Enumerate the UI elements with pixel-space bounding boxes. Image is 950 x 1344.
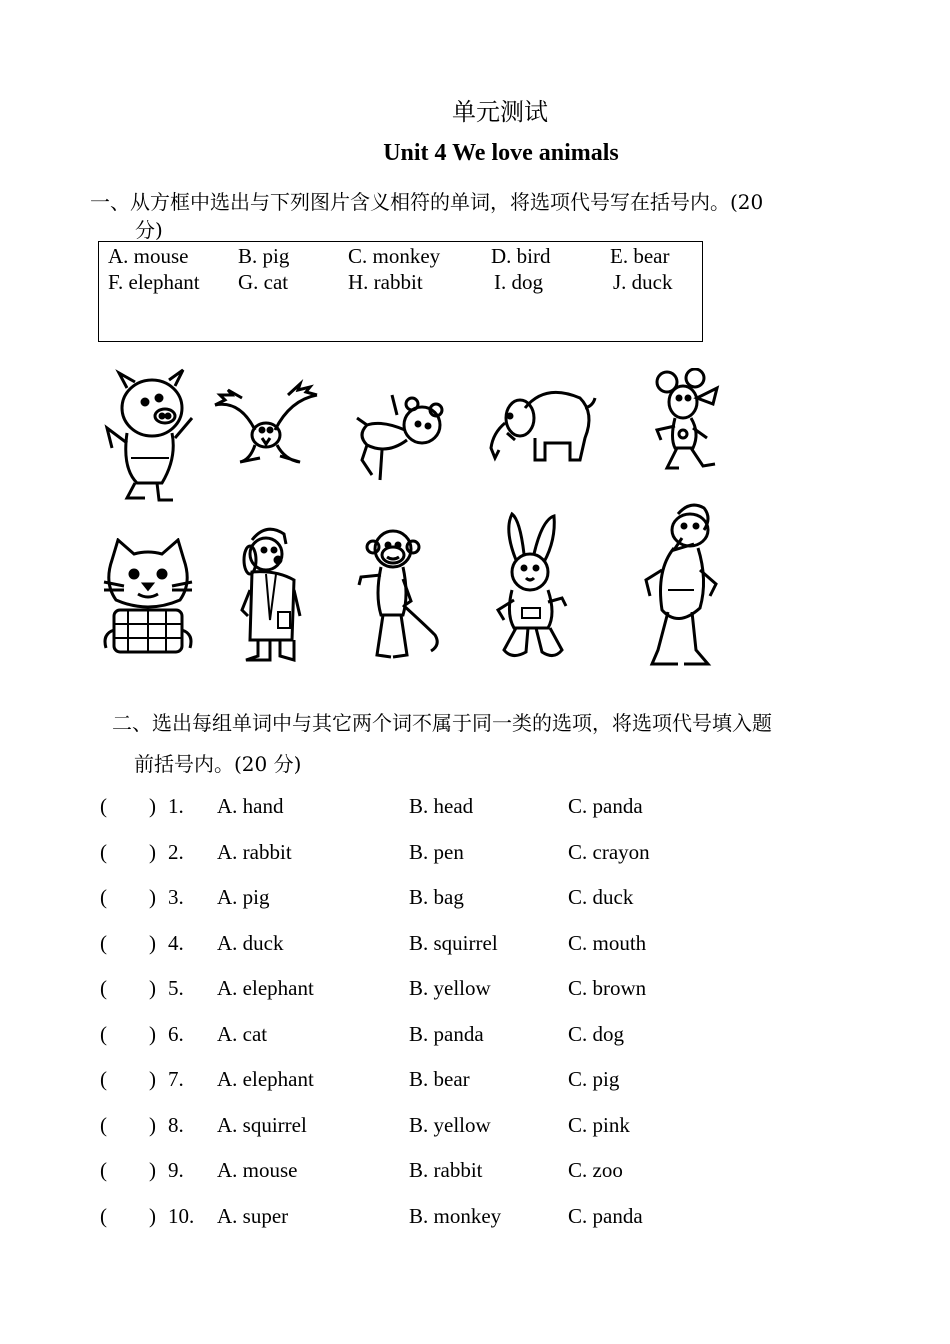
option-dog: I. dog	[494, 270, 543, 294]
bear-picture	[352, 380, 447, 485]
answer-bracket[interactable]: ( )	[100, 931, 156, 955]
option-b: B. head	[409, 794, 474, 818]
word-box	[98, 241, 703, 342]
option-a: A. hand	[217, 794, 284, 818]
option-c: C. mouth	[568, 931, 647, 955]
option-c: C. zoo	[568, 1158, 623, 1182]
answer-bracket[interactable]: ( )	[100, 1022, 156, 1046]
question-number: 9.	[168, 1158, 184, 1182]
option-b: B. monkey	[409, 1204, 502, 1228]
option-a: A. rabbit	[217, 840, 292, 864]
option-bear: E. bear	[610, 244, 670, 268]
question-number: 10.	[168, 1204, 195, 1228]
question-row	[0, 840, 950, 870]
unit-title: Unit 4 We love animals	[383, 140, 619, 166]
answer-bracket[interactable]: ( )	[100, 840, 156, 864]
section1-instruction-cont: 分)	[135, 218, 163, 242]
option-mouse: A. mouse	[108, 244, 189, 268]
elephant-picture	[485, 378, 600, 468]
option-a: A. super	[217, 1204, 289, 1228]
question-number: 1.	[168, 794, 184, 818]
section1-instruction: 一、从方框中选出与下列图片含义相符的单词，将选项代号写在括号内。(20	[90, 190, 764, 214]
option-a: A. elephant	[217, 1067, 314, 1091]
question-number: 2.	[168, 840, 184, 864]
bird-picture	[210, 370, 322, 470]
option-c: C. duck	[568, 885, 634, 909]
answer-bracket[interactable]: ( )	[100, 885, 156, 909]
answer-bracket[interactable]: ( )	[100, 794, 156, 818]
rabbit-picture	[490, 510, 575, 670]
option-b: B. squirrel	[409, 931, 498, 955]
answer-bracket[interactable]: ( )	[100, 976, 156, 1000]
option-rabbit: H. rabbit	[348, 270, 423, 294]
section2-instruction: 二、选出每组单词中与其它两个词不属于同一类的选项，将选项代号填入题	[112, 711, 772, 735]
question-number: 7.	[168, 1067, 184, 1091]
option-a: A. elephant	[217, 976, 314, 1000]
option-b: B. bear	[409, 1067, 470, 1091]
question-row	[0, 1158, 950, 1188]
question-number: 3.	[168, 885, 184, 909]
option-duck: J. duck	[613, 270, 673, 294]
option-elephant: F. elephant	[108, 270, 200, 294]
question-row	[0, 1067, 950, 1097]
question-number: 4.	[168, 931, 184, 955]
pig-picture	[97, 358, 207, 508]
option-cat: G. cat	[238, 270, 289, 294]
option-c: C. crayon	[568, 840, 650, 864]
page-title: 单元测试	[452, 98, 548, 126]
option-c: C. dog	[568, 1022, 625, 1046]
question-row	[0, 885, 950, 915]
option-pig: B. pig	[238, 244, 290, 268]
question-row	[0, 931, 950, 961]
question-number: 6.	[168, 1022, 184, 1046]
option-a: A. pig	[217, 885, 270, 909]
cat-picture	[100, 538, 196, 658]
question-row	[0, 794, 950, 824]
question-row	[0, 976, 950, 1006]
dog-picture	[236, 520, 306, 668]
option-c: C. pink	[568, 1113, 630, 1137]
question-row	[0, 1113, 950, 1143]
option-a: A. duck	[217, 931, 284, 955]
option-c: C. brown	[568, 976, 647, 1000]
option-a: A. cat	[217, 1022, 268, 1046]
duck-picture	[638, 500, 723, 672]
question-number: 8.	[168, 1113, 184, 1137]
option-bird: D. bird	[491, 244, 551, 268]
option-b: B. bag	[409, 885, 464, 909]
mouse-picture	[645, 368, 725, 476]
option-c: C. panda	[568, 794, 643, 818]
section2-instruction-cont: 前括号内。(20 分)	[134, 752, 302, 776]
answer-bracket[interactable]: ( )	[100, 1113, 156, 1137]
option-c: C. panda	[568, 1204, 643, 1228]
option-b: B. rabbit	[409, 1158, 483, 1182]
question-number: 5.	[168, 976, 184, 1000]
option-a: A. mouse	[217, 1158, 298, 1182]
answer-bracket[interactable]: ( )	[100, 1158, 156, 1182]
question-row	[0, 1204, 950, 1234]
monkey-picture	[355, 525, 445, 665]
answer-bracket[interactable]: ( )	[100, 1204, 156, 1228]
question-row	[0, 1022, 950, 1052]
option-b: B. panda	[409, 1022, 484, 1046]
option-a: A. squirrel	[217, 1113, 307, 1137]
option-b: B. yellow	[409, 1113, 491, 1137]
option-b: B. pen	[409, 840, 464, 864]
option-monkey: C. monkey	[348, 244, 441, 268]
option-b: B. yellow	[409, 976, 491, 1000]
option-c: C. pig	[568, 1067, 620, 1091]
answer-bracket[interactable]: ( )	[100, 1067, 156, 1091]
